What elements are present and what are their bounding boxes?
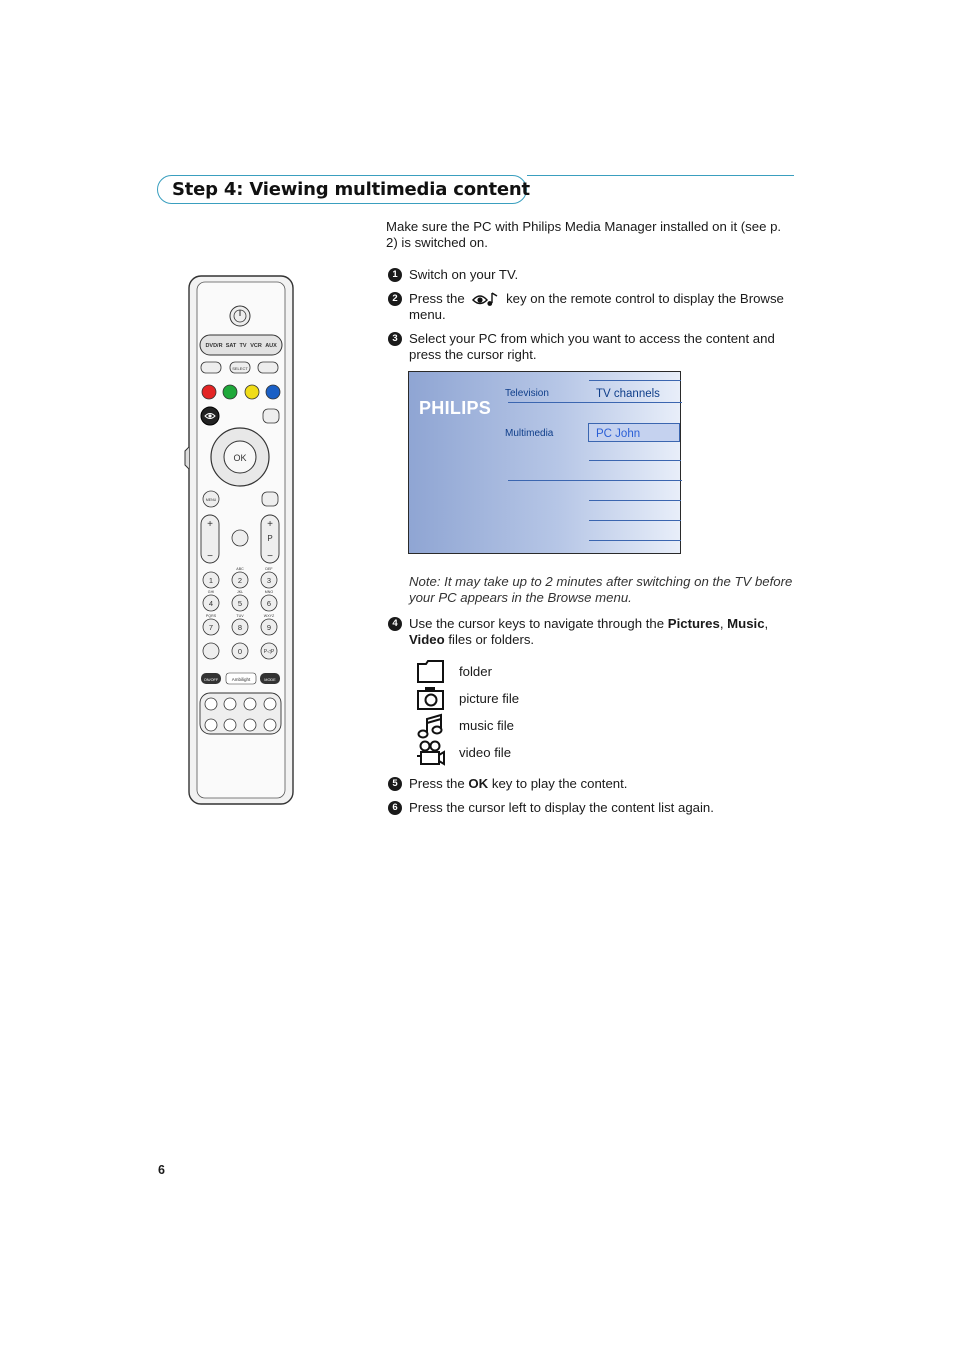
legend-label: music file	[459, 717, 514, 733]
pc-john-label: PC John	[596, 428, 641, 440]
content-column	[386, 219, 796, 824]
bold-video: Video	[409, 632, 445, 647]
svg-text:5: 5	[237, 599, 243, 608]
step-number: 1	[388, 268, 402, 282]
step-4	[386, 616, 796, 648]
svg-text:Ambilight: Ambilight	[231, 677, 251, 682]
menu-item-multimedia: Multimedia	[505, 428, 554, 439]
red-button	[202, 385, 216, 399]
menu-divider	[508, 402, 682, 403]
step-text-pre: Use the cursor keys to navigate through the	[409, 616, 665, 631]
legend-row-video	[416, 739, 796, 766]
svg-text:MENU: MENU	[205, 498, 217, 502]
step-text-pre: Press the	[409, 291, 465, 306]
bold-ok: OK	[468, 776, 489, 791]
svg-text:6: 6	[266, 599, 272, 608]
step-text-post: key on the remote control to display the Browse menu.	[409, 291, 784, 322]
note-text: Note: It may take up to 2 minutes after switching on the TV before your PC appears in the Browse menu.	[409, 574, 793, 605]
svg-text:8: 8	[237, 623, 243, 632]
browse-key-icon	[470, 291, 500, 307]
blue-button	[266, 385, 280, 399]
svg-text:GHI: GHI	[207, 590, 215, 594]
step-6	[386, 800, 796, 816]
step-text-post: key to play the content.	[491, 776, 628, 791]
remote-control-illustration	[184, 275, 296, 807]
bold-pictures: Pictures	[667, 616, 720, 631]
menu-item-television: Television	[505, 388, 549, 399]
step-3	[386, 331, 796, 363]
step-text-post: files or folders.	[448, 632, 535, 647]
step-number: 5	[388, 777, 402, 791]
source-vcr: VCR	[250, 343, 262, 349]
menu-divider	[508, 480, 682, 481]
svg-text:WXYZ: WXYZ	[263, 614, 275, 618]
music-icon	[416, 713, 446, 739]
svg-text:JKL: JKL	[236, 590, 244, 594]
step-1	[386, 267, 796, 283]
philips-logo: PHILIPS	[419, 398, 492, 418]
legend-label: video file	[459, 744, 512, 760]
svg-text:4: 4	[208, 599, 214, 608]
svg-text:ABC: ABC	[236, 567, 244, 571]
file-type-legend	[416, 658, 796, 766]
video-icon	[416, 740, 446, 766]
header-rule	[527, 175, 794, 176]
menu-divider	[589, 460, 681, 461]
source-sat: SAT	[225, 343, 237, 349]
svg-text:TUV: TUV	[236, 614, 244, 618]
sep: ,	[764, 616, 769, 631]
svg-text:P: P	[267, 534, 273, 543]
menu-divider	[589, 500, 681, 501]
legend-label: picture file	[459, 690, 520, 706]
yellow-button	[245, 385, 259, 399]
menu-divider	[589, 540, 681, 541]
step-5	[386, 776, 796, 792]
step-number: 6	[388, 801, 402, 815]
step-text: Select your PC from which you want to access the content and press the cursor right.	[409, 331, 775, 362]
source-dvd: DVD/R	[205, 343, 223, 349]
svg-text:+: +	[267, 519, 273, 530]
svg-text:1: 1	[208, 576, 214, 585]
step-2	[386, 291, 796, 323]
svg-text:MNO: MNO	[264, 590, 274, 594]
svg-text:7: 7	[208, 623, 214, 632]
step-number: 2	[388, 292, 402, 306]
step-text-pre: Press the	[409, 776, 465, 791]
svg-text:DEF: DEF	[265, 567, 273, 571]
menu-divider	[589, 520, 681, 521]
menu-item-pc-john	[588, 423, 680, 442]
svg-text:P◁P: P◁P	[263, 649, 275, 655]
svg-text:−: −	[207, 551, 213, 562]
bold-music: Music	[727, 616, 765, 631]
legend-row-music	[416, 712, 796, 739]
legend-row-picture	[416, 685, 796, 712]
svg-text:MODE: MODE	[264, 678, 276, 682]
svg-text:PQRS: PQRS	[205, 614, 217, 618]
menu-item-tv-channels: TV channels	[596, 388, 660, 400]
step-number: 4	[388, 617, 402, 631]
svg-text:−: −	[267, 551, 273, 562]
svg-text:ON/OFF: ON/OFF	[203, 678, 219, 682]
sep: ,	[719, 616, 724, 631]
legend-row-folder	[416, 658, 796, 685]
folder-icon	[416, 659, 446, 685]
menu-divider	[589, 380, 681, 381]
step-number: 3	[388, 332, 402, 346]
page-number: 6	[158, 1163, 165, 1177]
svg-text:0: 0	[237, 647, 243, 656]
svg-text:OK: OK	[233, 453, 247, 463]
svg-text:+: +	[207, 519, 213, 530]
step-text: Press the cursor left to display the content list again.	[409, 800, 714, 815]
intro-text: Make sure the PC with Philips Media Manager installed on it (see p. 2) is switched on.	[386, 219, 782, 250]
picture-icon	[416, 686, 446, 712]
mute-button	[232, 530, 248, 546]
source-tv: TV	[239, 343, 247, 349]
svg-text:2: 2	[237, 576, 243, 585]
svg-text:9: 9	[266, 623, 272, 632]
svg-text:3: 3	[266, 576, 272, 585]
step-text: Switch on your TV.	[409, 267, 519, 282]
svg-text:SELECT: SELECT	[232, 366, 248, 371]
title-box	[157, 175, 530, 204]
legend-label: folder	[459, 663, 492, 679]
green-button	[223, 385, 237, 399]
source-aux: AUX	[265, 343, 277, 349]
page-title: Step 4: Viewing multimedia content	[172, 179, 530, 200]
browse-menu-screenshot	[408, 371, 681, 554]
